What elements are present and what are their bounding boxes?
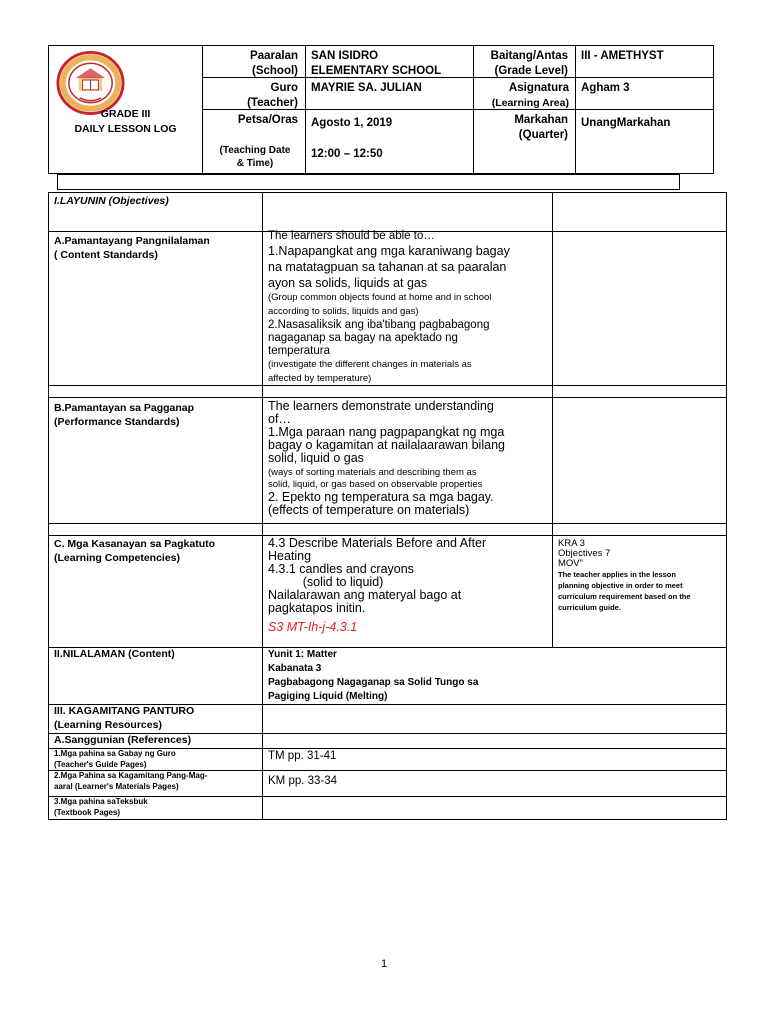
teacher-label: Guro (Teacher) [247, 82, 298, 109]
learning-competencies-label: C. Mga Kasanayan sa Pagkatuto (Learning Competencies) [54, 538, 216, 564]
grade-level-label: Baitang/Antas (Grade Level) [490, 50, 568, 77]
school-label: Paaralan (School) [250, 50, 298, 77]
divider [49, 397, 726, 398]
lesson-table [48, 192, 727, 820]
date-time-label: Petsa/Oras [237, 114, 298, 126]
objectives-label: I.LAYUNIN (Objectives) [54, 195, 169, 207]
content-standards-text: The learners should be able to… 1.Napapangkat ang mga karaniwang bagay na matatagpuan sa tahanan at sa paaralan ayon sa solids, liquids at gas (Group common objects found at home and in school according to solids, liquids and gas) 2.Nasasaliksik ang iba'tibang pagbabagong nagaganap sa bagay na apektado ng temperatura (investigate the different changes in materials as affected by temperature) [268, 230, 510, 384]
learning-area-value: Agham 3 [581, 82, 630, 94]
learners-materials-label: 2.Mga Pahina sa Kagamitang Pang-Mag- aaral (Learner's Materials Pages) [54, 771, 208, 791]
divider [262, 193, 263, 819]
competency-code: S3 MT-Ih-j-4.3.1 [268, 620, 358, 634]
content-standards-label: A.Pamantayang Pangnilalaman ( Content Standards) [54, 235, 210, 261]
teaching-date-label: (Teaching Date & Time) [219, 145, 291, 169]
learning-competencies-text: 4.3 Describe Materials Before and After Heating 4.3.1 candles and crayons (solid to liquid) Nailalarawan ang materyal bago at pagkatapos initin. S3 MT-Ih-j-4.3.1 [268, 537, 558, 634]
teachers-guide-value: TM pp. 31-41 [268, 750, 337, 762]
teacher-value: MAYRIE SA. JULIAN [311, 82, 422, 94]
date-value: Agosto 1, 2019 [311, 117, 393, 129]
header-table [48, 45, 714, 174]
grade-title: GRADE III [100, 108, 151, 120]
teachers-guide-label: 1.Mga pahina sa Gabay ng Guro (Teacher's Guide Pages) [54, 749, 176, 769]
grade-level-value: III - AMETHYST [581, 50, 664, 62]
logo-cell [49, 46, 202, 173]
log-title: DAILY LESSON LOG [74, 123, 177, 135]
quarter-label: Markahan (Quarter) [514, 114, 568, 141]
divider [49, 523, 726, 524]
school-value: SAN ISIDRO ELEMENTARY SCHOOL [311, 50, 442, 77]
content-text: Yunit 1: Matter Kabanata 3 Pagbabagong Nagaganap sa Solid Tungo sa Pagiging Liquid (Melting) [268, 649, 479, 702]
learners-materials-value: KM pp. 33-34 [268, 775, 338, 787]
content-label: II.NILALAMAN (Content) [54, 648, 175, 660]
kra-note: KRA 3 Objectives 7 MOV" The teacher applies in the lesson planning objective in order to meet curriculum requirement based on the curriculum guide. [558, 538, 691, 612]
divider [49, 796, 726, 797]
learning-area-label: Asignatura (Learning Area) [491, 82, 569, 109]
references-label: A.Sanggunian (References) [54, 734, 192, 746]
quarter-value: UnangMarkahan [581, 117, 671, 129]
time-value: 12:00 – 12:50 [311, 148, 383, 160]
learning-resources-label: III. KAGAMITANG PANTURO (Learning Resources) [54, 705, 195, 731]
separator-bar [57, 174, 680, 190]
page-number: 1 [380, 958, 388, 970]
performance-standards-label: B.Pamantayan sa Pagganap (Performance Standards) [54, 402, 195, 428]
textbook-label: 3.Mga pahina saTeksbuk (Textbook Pages) [54, 797, 148, 817]
performance-standards-text: The learners demonstrate understanding of… 1.Mga paraan nang pagpapangkat ng mga bagay o kagamitan at nailalaarawan bilang solid, liquid o gas (ways of sorting materials and describing them as solid, liquid, or gas based on observable properties 2. Epekto ng temperatura sa mga bagay. (effects of temperature on materials) [268, 399, 505, 517]
